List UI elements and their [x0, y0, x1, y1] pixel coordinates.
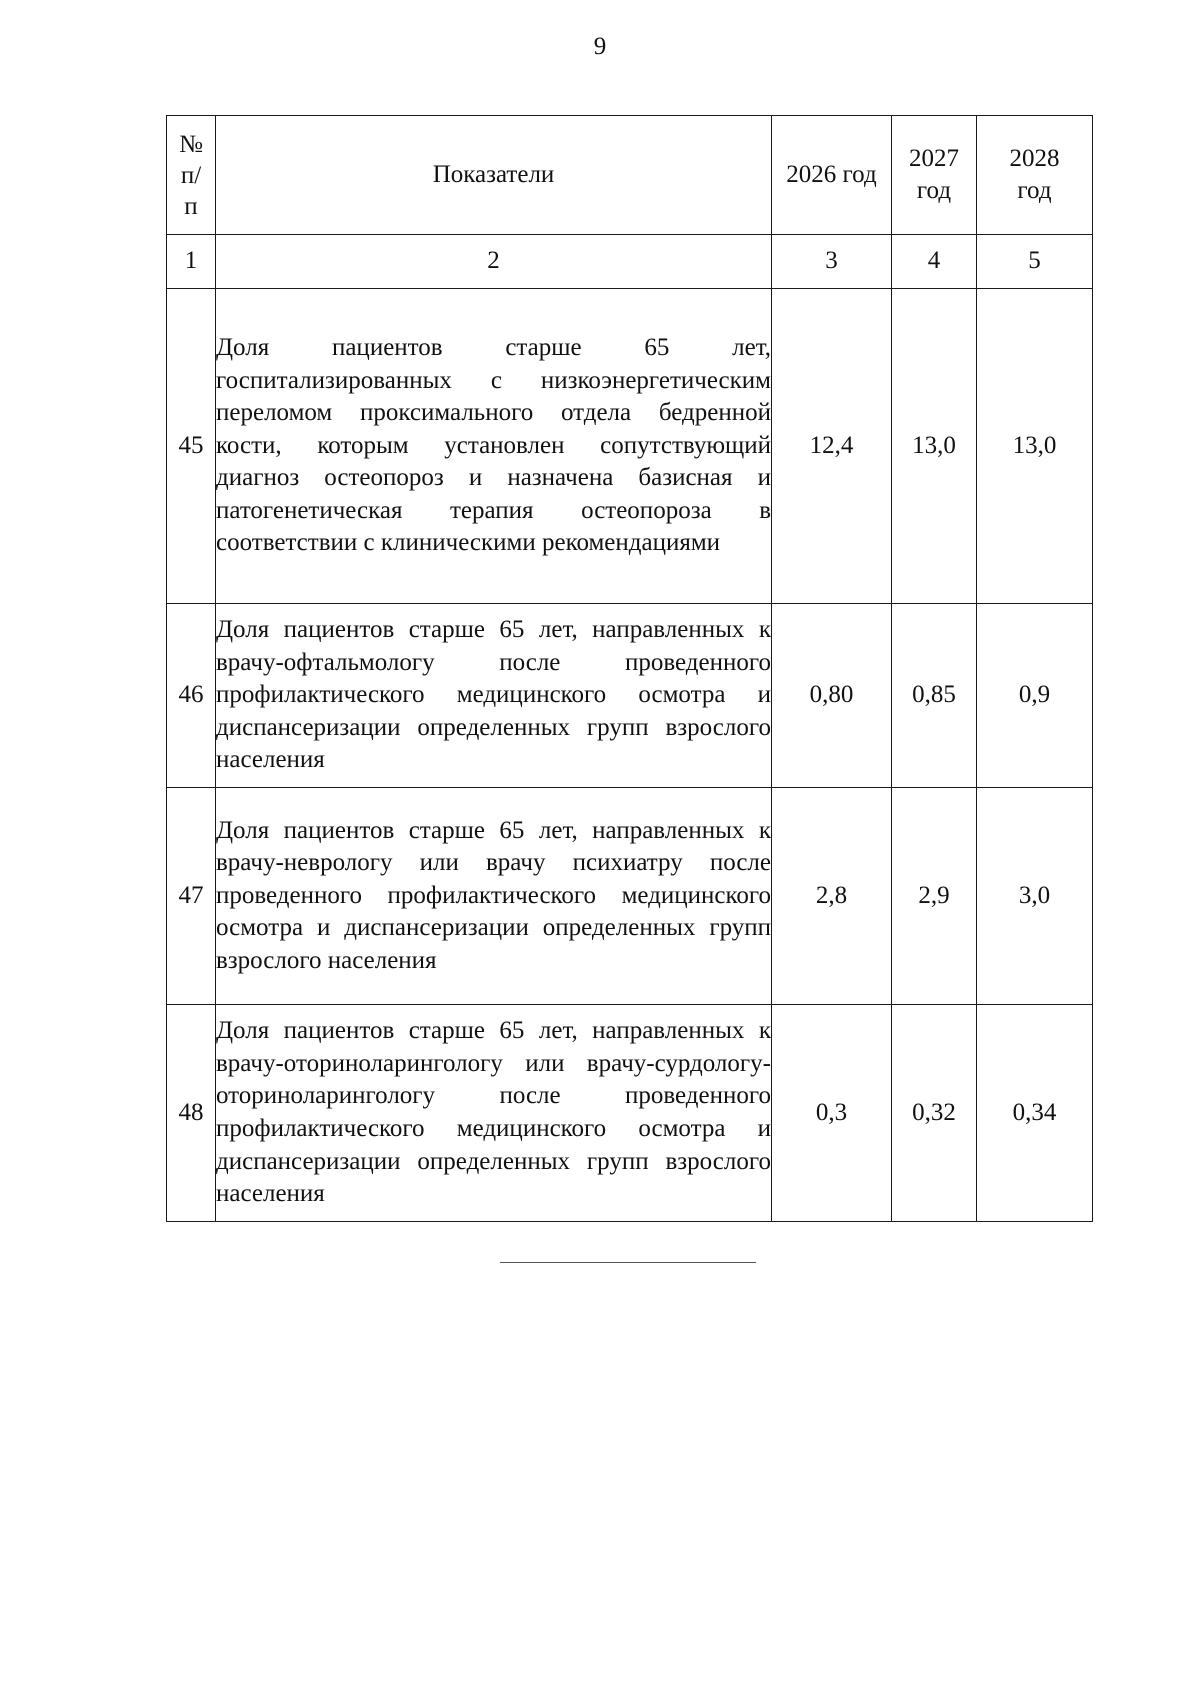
value-2026: 0,3 [772, 1005, 892, 1222]
header-num [167, 116, 216, 235]
column-number: 1 [167, 235, 216, 289]
indicators-table [166, 115, 1093, 1222]
header-indicator: Показатели [216, 116, 772, 235]
table-row [167, 1005, 1093, 1222]
header-year-2026: 2026 год [772, 116, 892, 235]
value-2027: 2,9 [892, 788, 977, 1005]
column-number: 3 [772, 235, 892, 289]
header-year-line: 2028 [1009, 145, 1060, 172]
value-2028: 0,9 [977, 604, 1093, 788]
value-2028: 0,34 [977, 1005, 1093, 1222]
row-number: 46 [167, 604, 216, 788]
header-year-line: год [1017, 177, 1052, 204]
column-number: 5 [977, 235, 1093, 289]
column-number: 4 [892, 235, 977, 289]
header-year-line: 2027 [909, 145, 959, 172]
value-2026: 0,80 [772, 604, 892, 788]
column-number: 2 [216, 235, 772, 289]
value-2028: 13,0 [977, 289, 1093, 604]
value-2026: 12,4 [772, 289, 892, 604]
header-year-2028 [977, 116, 1093, 235]
row-number: 45 [167, 289, 216, 604]
value-2027: 13,0 [892, 289, 977, 604]
indicator-text: Доля пациентов старше 65 лет, госпитализированных с низкоэнергетическим переломом проксимального отдела бедренной кости, которым установлен сопутствующий диагноз остеопороз и назначена базисная и патогенетическая терапия остеопороза в соответствии с клиническими рекомендациями [216, 289, 772, 604]
value-2027: 0,32 [892, 1005, 977, 1222]
header-num-line: п [184, 192, 198, 220]
header-year-2027 [892, 116, 977, 235]
table-row [167, 788, 1093, 1005]
value-2026: 2,8 [772, 788, 892, 1005]
table-row [167, 289, 1093, 604]
row-number: 47 [167, 788, 216, 1005]
indicator-text: Доля пациентов старше 65 лет, направленных к врачу-офтальмологу после проведенного профилактического медицинского осмотра и диспансеризации определенных групп взрослого населения [216, 604, 772, 788]
end-of-document-rule [500, 1262, 756, 1263]
value-2027: 0,85 [892, 604, 977, 788]
header-num-line: п/ [180, 161, 202, 189]
header-num-line: № [179, 130, 203, 158]
value-2028: 3,0 [977, 788, 1093, 1005]
page-number: 9 [593, 33, 607, 60]
column-number-row [167, 235, 1093, 289]
row-number: 48 [167, 1005, 216, 1222]
indicator-text: Доля пациентов старше 65 лет, направленных к врачу-неврологу или врачу психиатру после проведенного профилактического медицинского осмотра и диспансеризации определенных групп взрослого населения [216, 788, 772, 1005]
indicator-text: Доля пациентов старше 65 лет, направленных к врачу-оториноларингологу или врачу-сурдологу-оториноларингологу после проведенного профилактического медицинского осмотра и диспансеризации определенных групп взрослого населения [216, 1005, 772, 1222]
table-header-row [167, 116, 1093, 235]
table-row [167, 604, 1093, 788]
header-year-line: год [916, 177, 952, 204]
